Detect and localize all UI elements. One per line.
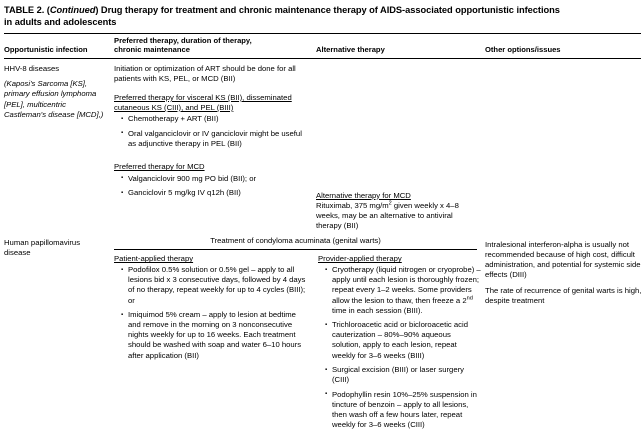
cell-other-hhv8	[485, 58, 641, 233]
table-row-hhv8	[4, 58, 641, 233]
cell-infection-hpv	[4, 233, 114, 437]
list-item: ▪ Imiquimod 5% cream – apply to lesion at bedtime and remove in the morning on 3 nonconsecutive nights weekly for up to 16 weeks. Each treatment should be washed with soap and water 6–10 hours after application (BII)	[122, 310, 310, 360]
title-suffix: ) Drug therapy for treatment and chronic maintenance therapy of AIDS-associated opportunistic infections	[95, 5, 560, 15]
column-header-other-options: Other options/issues	[485, 33, 641, 58]
list-item	[326, 265, 481, 315]
list-item: ▪ Ganciclovir 5 mg/kg IV q12h (BII)	[122, 188, 308, 198]
column-header-preferred-therapy	[114, 33, 316, 58]
list-item: ▪ Podophyllin resin 10%–25% suspension in tincture of benzoin – apply to all lesions, then wash off a few hours later, repeat weekly for 3–6 weeks (CIII)	[326, 390, 481, 430]
therapy-table	[4, 33, 641, 437]
title-prefix: TABLE 2. (	[4, 5, 50, 15]
preferred-section2-list	[114, 174, 308, 199]
cryotherapy-text-part1: Cryotherapy (liquid nitrogen or cryoprobe) – apply until each lesion is thoroughly frozen; repeat every 1–2 weeks. Some providers allow the lesion to thaw, then freeze a 2	[332, 265, 481, 305]
provider-applied-heading: Provider-applied therapy	[318, 254, 402, 264]
table-header	[4, 33, 641, 58]
column-header-preferred-line1: Preferred therapy, duration of therapy,	[114, 35, 252, 45]
preferred-section2-heading: Preferred therapy for MCD	[114, 162, 205, 172]
cryotherapy-text-part2: time in each session (BIII).	[332, 305, 423, 315]
alternative-text-part2: given weekly x 4–8 weeks, may be an alternative to antiviral therapy (BII)	[316, 200, 459, 231]
cell-patient-applied	[114, 254, 318, 435]
title-line-2: in adults and adolescents	[4, 17, 117, 28]
infection-detail-hhv8: (Kaposi's Sarcoma [KS], primary effusion lymphoma [PEL], multicentric Castleman's disease [MCD],)	[4, 78, 104, 120]
cell-infection-hhv8	[4, 58, 114, 233]
spacer	[316, 64, 477, 191]
list-item: ▪ Oral valganciclovir or IV ganciclovir might be useful as adjunctive therapy in PEL (BII)	[122, 129, 308, 149]
spacer	[114, 153, 308, 162]
other-paragraph-2: The rate of recurrence of genital warts is high, despite treatment	[485, 285, 641, 305]
alternative-superscript: 2	[388, 200, 392, 207]
infection-name-hhv8: HHV-8 diseases	[4, 63, 60, 73]
column-header-preferred-line2: chronic maintenance	[114, 45, 190, 55]
table-body	[4, 58, 641, 436]
title-continued-word: Continued	[49, 5, 96, 15]
patient-applied-list	[114, 265, 310, 360]
cell-alternative-hhv8	[316, 58, 485, 233]
condyloma-span-heading: Treatment of condyloma acuminata (genital warts)	[210, 236, 381, 246]
list-item: ▪ Valganciclovir 900 mg PO bid (BII); or	[122, 174, 308, 184]
preferred-section1-list	[114, 114, 308, 149]
provider-applied-list	[318, 265, 481, 430]
cell-preferred-hhv8	[114, 58, 316, 233]
table-row-hpv	[4, 233, 641, 437]
condyloma-heading-rule	[114, 249, 477, 250]
preferred-intro-hhv8: Initiation or optimization of ART should be done for all patients with KS, PEL, or MCD (BII)	[114, 63, 296, 83]
spacer	[114, 84, 308, 93]
cell-provider-applied	[318, 254, 489, 435]
cell-other-hpv	[485, 233, 641, 437]
list-item: ▪ Podofilox 0.5% solution or 0.5% gel – apply to all lesions bid x 3 consecutive days, followed by 4 days of no therapy, repeat weekly for up to 4 cycles (BIII); or	[122, 265, 310, 305]
condyloma-subtable	[114, 254, 489, 435]
page-title	[0, 0, 641, 29]
list-item: ▪ Surgical excision (BIII) or laser surgery (CIII)	[326, 365, 481, 385]
alternative-text-part1: Rituximab, 375 mg/m	[316, 200, 389, 210]
condyloma-subtable-row	[114, 254, 489, 435]
alternative-mcd-heading: Alternative therapy for MCD	[316, 190, 411, 200]
alternative-mcd-text	[316, 201, 477, 231]
list-item: ▪ Chemotherapy + ART (BII)	[122, 114, 308, 124]
cell-condyloma-treatments	[114, 233, 485, 437]
table-header-row	[4, 33, 641, 58]
cryotherapy-superscript: nd	[466, 294, 473, 301]
patient-applied-heading: Patient-applied therapy	[114, 254, 194, 264]
other-paragraph-1: Intralesional interferon-alpha is usually not recommended because of high cost, difficult administration, and potential for systemic side effects (DIII)	[485, 240, 641, 280]
list-item: ▪ Trichloroacetic acid or bicloroacetic acid cauterization – 80%–90% aqueous solution, apply to each lesion, repeat weekly for 3–6 weeks (BIII)	[326, 320, 481, 360]
preferred-section1-heading: Preferred therapy for visceral KS (BII), disseminated cutaneous KS (CIII), and PEL (BIII)	[114, 92, 292, 113]
column-header-opportunistic-infection: Opportunistic infection	[4, 33, 114, 58]
column-header-alternative-therapy: Alternative therapy	[316, 33, 485, 58]
infection-name-hpv: Human papillomavirus disease	[4, 238, 81, 258]
